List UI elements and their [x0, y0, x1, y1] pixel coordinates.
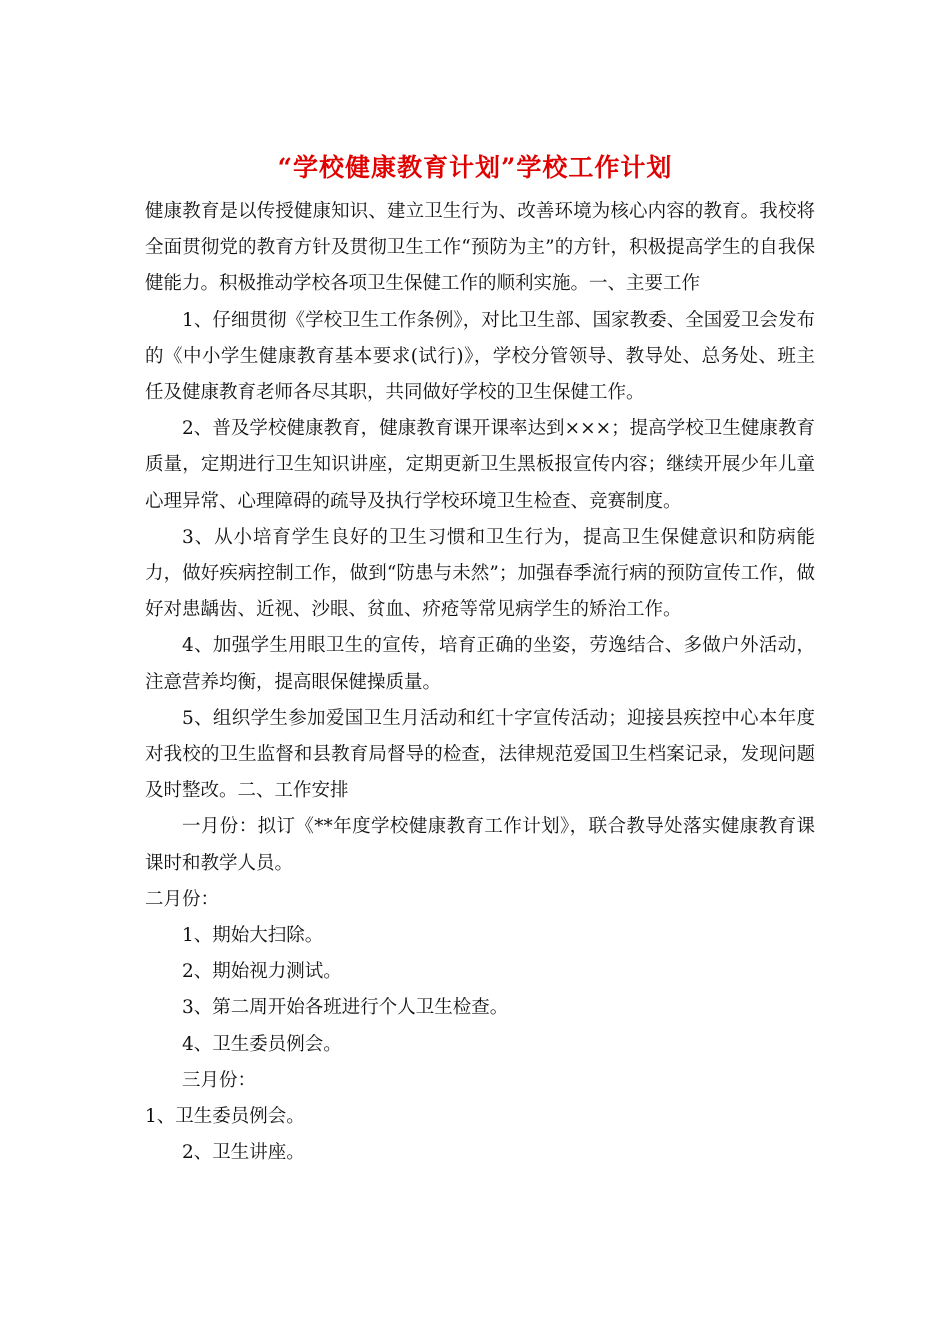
february-heading: 二月份： — [145, 888, 220, 910]
work-item-3: 3、从小培育学生良好的卫生习惯和卫生行为，提高卫生保健意识和防病能力，做好疾病控制工作，做到“防患与未然”；加强春季流行病的预防宣传工作，做好对患龋齿、近视、沙眼、贫血、疥疮等常见病学生的矫治工作。 — [145, 526, 815, 621]
january-plan: 一月份：拟订《**年度学校健康教育工作计划》，联合教导处落实健康教育课课时和教学人员。 — [145, 816, 815, 874]
intro-paragraph: 健康教育是以传授健康知识、建立卫生行为、改善环境为核心内容的教育。我校将全面贯彻党的教育方针及贯彻卫生工作“预防为主”的方针，积极提高学生的自我保健能力。积极推动学校各项卫生保健工作的顺利实施。一、主要工作 — [145, 201, 815, 295]
march-heading: 三月份： — [182, 1069, 257, 1091]
march-item-1: 1、卫生委员例会。 — [145, 1106, 305, 1128]
february-item-1: 1、期始大扫除。 — [182, 925, 324, 947]
work-item-4: 4、加强学生用眼卫生的宣传，培育正确的坐姿，劳逸结合、多做户外活动，注意营养均衡，提高眼保健操质量。 — [145, 635, 815, 693]
work-item-1: 1、仔细贯彻《学校卫生工作条例》，对比卫生部、国家教委、全国爱卫会发布的《中小学生健康教育基本要求(试行)》，学校分管领导、教导处、总务处、班主任及健康教育老师各尽其职，共同做好学校的卫生保健工作。 — [145, 309, 815, 404]
document-title: “学校健康教育计划”学校工作计划 — [277, 153, 673, 182]
work-item-5: 5、组织学生参加爱国卫生月活动和红十字宣传活动；迎接县疾控中心本年度对我校的卫生监督和县教育局督导的检查，法律规范爱国卫生档案记录，发现问题及时整改。二、工作安排 — [145, 707, 815, 802]
march-item-2: 2、卫生讲座。 — [182, 1142, 305, 1164]
work-item-2: 2、普及学校健康教育，健康教育课开课率达到×××；提高学校卫生健康教育质量，定期进行卫生知识讲座，定期更新卫生黑板报宣传内容；继续开展少年儿童心理异常、心理障碍的疏导及执行学校环境卫生检查、竞赛制度。 — [145, 418, 815, 512]
february-item-2: 2、期始视力测试。 — [182, 961, 342, 983]
february-item-3: 3、第二周开始各班进行个人卫生检查。 — [182, 997, 509, 1019]
document-body — [145, 194, 815, 1171]
february-item-4: 4、卫生委员例会。 — [182, 1033, 342, 1055]
